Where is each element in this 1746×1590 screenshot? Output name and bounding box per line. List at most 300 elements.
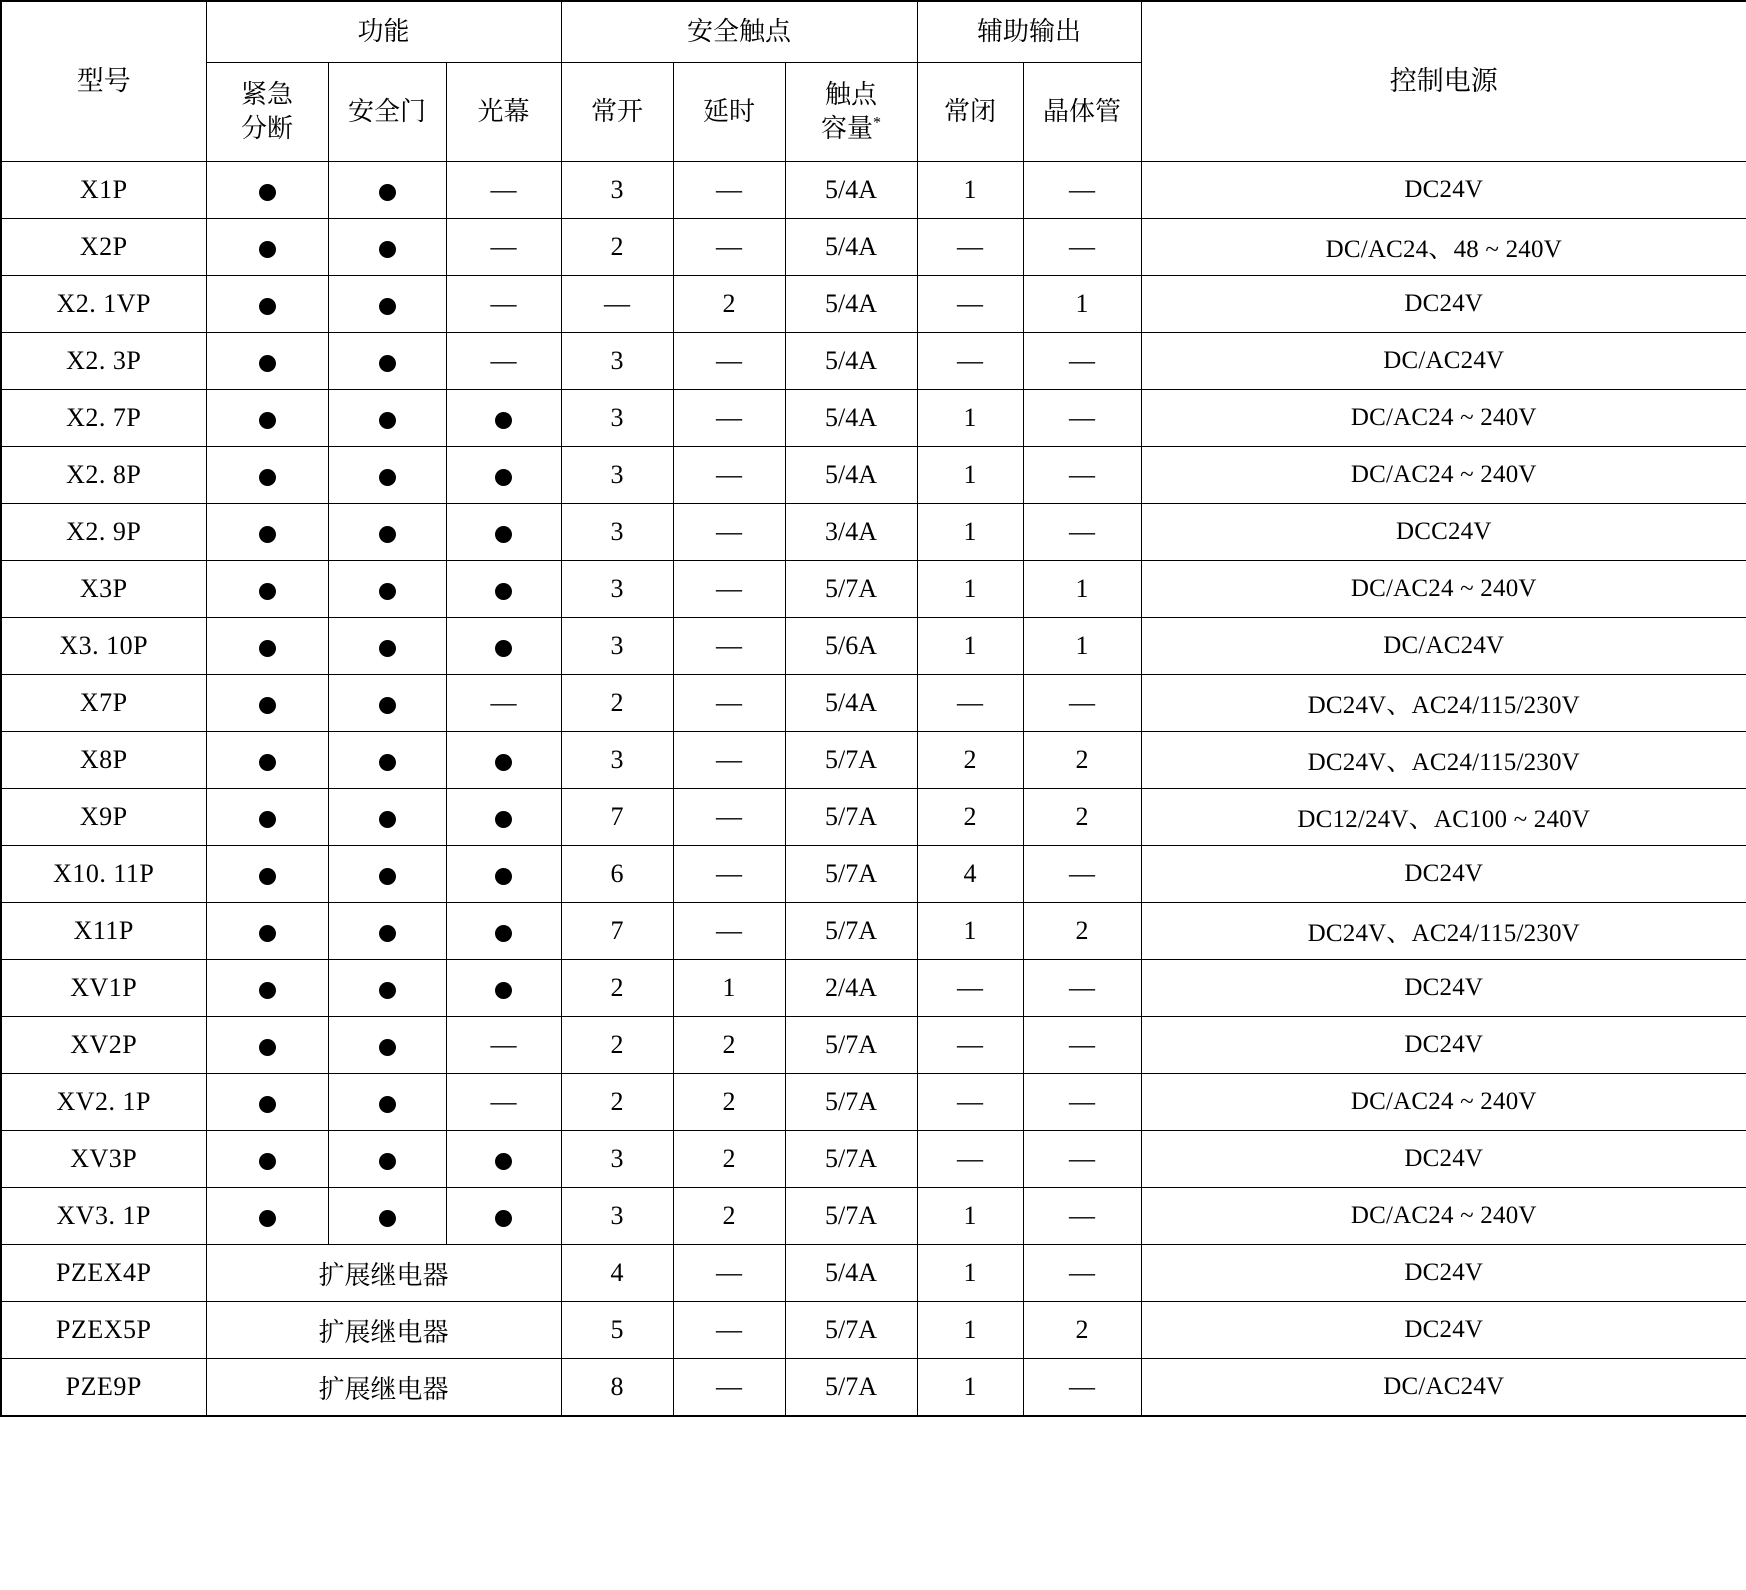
filled-circle-icon xyxy=(495,925,512,942)
cell-normally-closed: 2 xyxy=(917,732,1023,789)
cell-normally-closed: — xyxy=(917,675,1023,732)
filled-circle-icon xyxy=(495,412,512,429)
cell-control-power: DC24V xyxy=(1141,1131,1746,1188)
cell-control-power: DC/AC24 ~ 240V xyxy=(1141,447,1746,504)
cell-model: X2P xyxy=(1,219,206,276)
cell-transistor: — xyxy=(1023,390,1141,447)
cell-light-curtain xyxy=(446,447,561,504)
cell-model: XV1P xyxy=(1,960,206,1017)
cell-contact-capacity: 5/7A xyxy=(785,1074,917,1131)
cell-normally-closed: 1 xyxy=(917,447,1023,504)
filled-circle-icon xyxy=(259,184,276,201)
cell-contact-capacity: 5/4A xyxy=(785,276,917,333)
cell-contact-capacity: 5/7A xyxy=(785,846,917,903)
cell-control-power: DC12/24V、AC100 ~ 240V xyxy=(1141,789,1746,846)
cell-delay: — xyxy=(673,219,785,276)
cell-delay: 2 xyxy=(673,1131,785,1188)
cell-transistor: — xyxy=(1023,846,1141,903)
cell-normally-open: 2 xyxy=(561,1017,673,1074)
cell-normally-open: 2 xyxy=(561,1074,673,1131)
filled-circle-icon xyxy=(379,1210,396,1227)
table-row xyxy=(1,1188,1746,1245)
cell-safety-door xyxy=(328,162,446,219)
cell-control-power: DC24V xyxy=(1141,1302,1746,1359)
cell-light-curtain xyxy=(446,1131,561,1188)
emergency-stop-line2: 分断 xyxy=(240,114,293,143)
cell-emergency-stop xyxy=(206,618,328,675)
cell-control-power: DC24V xyxy=(1141,846,1746,903)
cell-normally-open: 3 xyxy=(561,390,673,447)
cell-emergency-stop xyxy=(206,219,328,276)
cell-transistor: — xyxy=(1023,219,1141,276)
cell-transistor: 2 xyxy=(1023,903,1141,960)
cell-normally-closed: 1 xyxy=(917,504,1023,561)
cell-light-curtain xyxy=(446,618,561,675)
cell-transistor: — xyxy=(1023,675,1141,732)
filled-circle-icon xyxy=(259,526,276,543)
cell-normally-open: 3 xyxy=(561,1188,673,1245)
cell-safety-door xyxy=(328,504,446,561)
cell-normally-open: 3 xyxy=(561,447,673,504)
cell-delay: 2 xyxy=(673,1074,785,1131)
cell-delay: — xyxy=(673,1302,785,1359)
column-header-normally-open: 常开 xyxy=(561,63,673,162)
cell-delay: — xyxy=(673,789,785,846)
cell-control-power: DC/AC24 ~ 240V xyxy=(1141,561,1746,618)
cell-normally-closed: — xyxy=(917,333,1023,390)
cell-light-curtain xyxy=(446,675,561,732)
column-header-normally-closed: 常闭 xyxy=(917,63,1023,162)
cell-safety-door xyxy=(328,1074,446,1131)
cell-safety-door xyxy=(328,903,446,960)
dash-mark: — xyxy=(490,175,517,204)
filled-circle-icon xyxy=(495,1210,512,1227)
cell-normally-closed: — xyxy=(917,1017,1023,1074)
cell-emergency-stop xyxy=(206,732,328,789)
cell-normally-closed: 1 xyxy=(917,1302,1023,1359)
filled-circle-icon xyxy=(259,1153,276,1170)
table-row xyxy=(1,846,1746,903)
cell-light-curtain xyxy=(446,504,561,561)
cell-safety-door xyxy=(328,1017,446,1074)
cell-emergency-stop xyxy=(206,1188,328,1245)
cell-safety-door xyxy=(328,447,446,504)
cell-contact-capacity: 5/4A xyxy=(785,219,917,276)
cell-safety-door xyxy=(328,276,446,333)
cell-contact-capacity: 5/7A xyxy=(785,1017,917,1074)
cell-light-curtain xyxy=(446,219,561,276)
cell-contact-capacity: 5/7A xyxy=(785,561,917,618)
cell-delay: — xyxy=(673,561,785,618)
cell-control-power: DC/AC24 ~ 240V xyxy=(1141,1188,1746,1245)
cell-contact-capacity: 5/4A xyxy=(785,675,917,732)
filled-circle-icon xyxy=(259,640,276,657)
table-row xyxy=(1,447,1746,504)
cell-normally-open: 8 xyxy=(561,1359,673,1417)
table-row xyxy=(1,390,1746,447)
cell-normally-closed: — xyxy=(917,276,1023,333)
cell-emergency-stop xyxy=(206,846,328,903)
cell-control-power: DC24V xyxy=(1141,960,1746,1017)
cell-light-curtain xyxy=(446,960,561,1017)
cell-emergency-stop xyxy=(206,504,328,561)
cell-contact-capacity: 5/7A xyxy=(785,789,917,846)
dash-mark: — xyxy=(490,1030,517,1059)
cell-normally-open: 3 xyxy=(561,732,673,789)
cell-transistor: — xyxy=(1023,1074,1141,1131)
filled-circle-icon xyxy=(379,1096,396,1113)
cell-transistor: — xyxy=(1023,1359,1141,1417)
cell-model: PZEX4P xyxy=(1,1245,206,1302)
cell-delay: 2 xyxy=(673,1188,785,1245)
table-row xyxy=(1,1245,1746,1302)
table-row xyxy=(1,1017,1746,1074)
cell-light-curtain xyxy=(446,333,561,390)
cell-control-power: DC24V、AC24/115/230V xyxy=(1141,732,1746,789)
cell-delay: — xyxy=(673,390,785,447)
cell-control-power: DC/AC24V xyxy=(1141,618,1746,675)
cell-control-power: DC24V、AC24/115/230V xyxy=(1141,675,1746,732)
column-header-transistor: 晶体管 xyxy=(1023,63,1141,162)
filled-circle-icon xyxy=(379,640,396,657)
cell-transistor: — xyxy=(1023,1188,1141,1245)
cell-normally-closed: — xyxy=(917,1131,1023,1188)
cell-normally-open: 3 xyxy=(561,561,673,618)
cell-safety-door xyxy=(328,618,446,675)
cell-normally-closed: 1 xyxy=(917,1188,1023,1245)
cell-emergency-stop xyxy=(206,1131,328,1188)
cell-normally-open: 5 xyxy=(561,1302,673,1359)
cell-delay: — xyxy=(673,447,785,504)
cell-control-power: DC24V、AC24/115/230V xyxy=(1141,903,1746,960)
table-row xyxy=(1,333,1746,390)
cell-normally-open: 7 xyxy=(561,789,673,846)
table-row xyxy=(1,276,1746,333)
cell-model: X3. 10P xyxy=(1,618,206,675)
cell-model: X2. 9P xyxy=(1,504,206,561)
cell-safety-door xyxy=(328,846,446,903)
cell-transistor: — xyxy=(1023,447,1141,504)
cell-light-curtain xyxy=(446,789,561,846)
filled-circle-icon xyxy=(259,1210,276,1227)
dash-mark: — xyxy=(490,346,517,375)
cell-contact-capacity: 5/7A xyxy=(785,1131,917,1188)
cell-safety-door xyxy=(328,960,446,1017)
cell-light-curtain xyxy=(446,1017,561,1074)
cell-normally-closed: — xyxy=(917,1074,1023,1131)
cell-safety-door xyxy=(328,789,446,846)
cell-emergency-stop xyxy=(206,390,328,447)
filled-circle-icon xyxy=(379,412,396,429)
cell-contact-capacity: 3/4A xyxy=(785,504,917,561)
cell-transistor: — xyxy=(1023,333,1141,390)
cell-normally-closed: 1 xyxy=(917,162,1023,219)
cell-light-curtain xyxy=(446,1188,561,1245)
cell-normally-closed: 4 xyxy=(917,846,1023,903)
table-row xyxy=(1,675,1746,732)
table-row xyxy=(1,618,1746,675)
cell-emergency-stop xyxy=(206,903,328,960)
cell-light-curtain xyxy=(446,732,561,789)
cell-emergency-stop xyxy=(206,561,328,618)
cell-transistor: — xyxy=(1023,504,1141,561)
cell-normally-open: 2 xyxy=(561,960,673,1017)
filled-circle-icon xyxy=(379,982,396,999)
column-header-model: 型号 xyxy=(1,1,206,162)
cell-normally-closed: 2 xyxy=(917,789,1023,846)
cell-delay: — xyxy=(673,846,785,903)
filled-circle-icon xyxy=(379,526,396,543)
filled-circle-icon xyxy=(495,583,512,600)
cell-model: X2. 3P xyxy=(1,333,206,390)
filled-circle-icon xyxy=(495,640,512,657)
cell-emergency-stop xyxy=(206,789,328,846)
cell-normally-open: 2 xyxy=(561,219,673,276)
cell-delay: — xyxy=(673,1245,785,1302)
cell-control-power: DC24V xyxy=(1141,276,1746,333)
table-row xyxy=(1,1131,1746,1188)
cell-contact-capacity: 5/7A xyxy=(785,1302,917,1359)
cell-delay: — xyxy=(673,903,785,960)
column-header-safety-door: 安全门 xyxy=(328,63,446,162)
filled-circle-icon xyxy=(495,868,512,885)
filled-circle-icon xyxy=(495,526,512,543)
filled-circle-icon xyxy=(379,868,396,885)
table-body xyxy=(1,162,1746,1417)
filled-circle-icon xyxy=(379,925,396,942)
column-header-contact-capacity xyxy=(785,63,917,162)
cell-emergency-stop xyxy=(206,1017,328,1074)
cell-transistor: 1 xyxy=(1023,561,1141,618)
capacity-footnote-mark: * xyxy=(873,114,882,132)
filled-circle-icon xyxy=(259,697,276,714)
cell-normally-closed: — xyxy=(917,960,1023,1017)
cell-light-curtain xyxy=(446,561,561,618)
contact-capacity-line2: 容量* xyxy=(821,114,882,143)
cell-safety-door xyxy=(328,561,446,618)
table-row xyxy=(1,903,1746,960)
cell-control-power: DC24V xyxy=(1141,1245,1746,1302)
cell-emergency-stop xyxy=(206,675,328,732)
cell-emergency-stop xyxy=(206,276,328,333)
column-header-delay: 延时 xyxy=(673,63,785,162)
cell-contact-capacity: 5/4A xyxy=(785,1245,917,1302)
cell-light-curtain xyxy=(446,903,561,960)
filled-circle-icon xyxy=(259,469,276,486)
cell-control-power: DC/AC24V xyxy=(1141,333,1746,390)
filled-circle-icon xyxy=(495,754,512,771)
emergency-stop-line1: 紧急 xyxy=(240,80,293,110)
cell-light-curtain xyxy=(446,162,561,219)
cell-contact-capacity: 5/4A xyxy=(785,390,917,447)
cell-safety-door xyxy=(328,1188,446,1245)
cell-emergency-stop xyxy=(206,447,328,504)
cell-delay: — xyxy=(673,732,785,789)
cell-emergency-stop xyxy=(206,333,328,390)
cell-delay: — xyxy=(673,504,785,561)
cell-normally-open: 2 xyxy=(561,675,673,732)
cell-normally-closed: 1 xyxy=(917,1245,1023,1302)
cell-transistor: 2 xyxy=(1023,789,1141,846)
dash-mark: — xyxy=(490,289,517,318)
cell-contact-capacity: 5/7A xyxy=(785,903,917,960)
filled-circle-icon xyxy=(379,1039,396,1056)
cell-model: XV3P xyxy=(1,1131,206,1188)
column-header-light-curtain: 光幕 xyxy=(446,63,561,162)
cell-model: X2. 7P xyxy=(1,390,206,447)
cell-transistor: 2 xyxy=(1023,732,1141,789)
cell-transistor: 1 xyxy=(1023,618,1141,675)
filled-circle-icon xyxy=(259,412,276,429)
filled-circle-icon xyxy=(379,355,396,372)
cell-model: X2. 8P xyxy=(1,447,206,504)
cell-normally-closed: — xyxy=(917,219,1023,276)
cell-normally-open: 7 xyxy=(561,903,673,960)
cell-safety-door xyxy=(328,219,446,276)
column-group-aux-output: 辅助输出 xyxy=(917,1,1141,63)
table-row xyxy=(1,504,1746,561)
cell-safety-door xyxy=(328,333,446,390)
cell-expander-relay: 扩展继电器 xyxy=(206,1302,561,1359)
cell-delay: — xyxy=(673,675,785,732)
cell-delay: 2 xyxy=(673,1017,785,1074)
filled-circle-icon xyxy=(379,298,396,315)
cell-light-curtain xyxy=(446,276,561,333)
filled-circle-icon xyxy=(259,754,276,771)
cell-model: XV2P xyxy=(1,1017,206,1074)
cell-normally-closed: 1 xyxy=(917,390,1023,447)
cell-model: X1P xyxy=(1,162,206,219)
filled-circle-icon xyxy=(379,697,396,714)
cell-contact-capacity: 5/6A xyxy=(785,618,917,675)
cell-delay: 2 xyxy=(673,276,785,333)
column-header-emergency-stop xyxy=(206,63,328,162)
dash-mark: — xyxy=(490,688,517,717)
filled-circle-icon xyxy=(259,925,276,942)
cell-light-curtain xyxy=(446,846,561,903)
cell-model: XV3. 1P xyxy=(1,1188,206,1245)
dash-mark: — xyxy=(490,1087,517,1116)
cell-emergency-stop xyxy=(206,162,328,219)
cell-normally-open: 4 xyxy=(561,1245,673,1302)
cell-model: PZE9P xyxy=(1,1359,206,1417)
cell-contact-capacity: 5/4A xyxy=(785,333,917,390)
filled-circle-icon xyxy=(259,298,276,315)
table-row xyxy=(1,1074,1746,1131)
cell-contact-capacity: 5/4A xyxy=(785,447,917,504)
cell-normally-open: 6 xyxy=(561,846,673,903)
cell-emergency-stop xyxy=(206,960,328,1017)
contact-capacity-line1: 触点 xyxy=(825,80,878,110)
cell-delay: — xyxy=(673,618,785,675)
filled-circle-icon xyxy=(259,982,276,999)
column-group-safety-contact: 安全触点 xyxy=(561,1,917,63)
cell-light-curtain xyxy=(446,390,561,447)
cell-transistor: — xyxy=(1023,162,1141,219)
cell-model: X10. 11P xyxy=(1,846,206,903)
cell-contact-capacity: 5/7A xyxy=(785,1188,917,1245)
filled-circle-icon xyxy=(495,1153,512,1170)
cell-normally-open: 3 xyxy=(561,618,673,675)
table-head xyxy=(1,1,1746,162)
cell-normally-open: 3 xyxy=(561,504,673,561)
cell-light-curtain xyxy=(446,1074,561,1131)
cell-contact-capacity: 5/7A xyxy=(785,732,917,789)
cell-contact-capacity: 5/4A xyxy=(785,162,917,219)
cell-safety-door xyxy=(328,732,446,789)
cell-delay: — xyxy=(673,333,785,390)
filled-circle-icon xyxy=(259,868,276,885)
cell-transistor: — xyxy=(1023,960,1141,1017)
cell-model: PZEX5P xyxy=(1,1302,206,1359)
filled-circle-icon xyxy=(259,1096,276,1113)
filled-circle-icon xyxy=(379,241,396,258)
cell-model: X2. 1VP xyxy=(1,276,206,333)
cell-control-power: DC/AC24、48 ~ 240V xyxy=(1141,219,1746,276)
table-row xyxy=(1,789,1746,846)
cell-model: X8P xyxy=(1,732,206,789)
cell-normally-open: 3 xyxy=(561,1131,673,1188)
table-row xyxy=(1,732,1746,789)
cell-control-power: DCC24V xyxy=(1141,504,1746,561)
filled-circle-icon xyxy=(495,811,512,828)
table-row xyxy=(1,219,1746,276)
dash-mark: — xyxy=(490,232,517,261)
filled-circle-icon xyxy=(495,982,512,999)
cell-normally-closed: 1 xyxy=(917,618,1023,675)
cell-transistor: — xyxy=(1023,1017,1141,1074)
cell-transistor: 1 xyxy=(1023,276,1141,333)
cell-control-power: DC/AC24 ~ 240V xyxy=(1141,1074,1746,1131)
cell-delay: — xyxy=(673,162,785,219)
cell-emergency-stop xyxy=(206,1074,328,1131)
cell-safety-door xyxy=(328,1131,446,1188)
cell-normally-closed: 1 xyxy=(917,1359,1023,1417)
column-header-control-power: 控制电源 xyxy=(1141,1,1746,162)
table-row xyxy=(1,960,1746,1017)
filled-circle-icon xyxy=(379,583,396,600)
table-row xyxy=(1,1302,1746,1359)
filled-circle-icon xyxy=(259,355,276,372)
filled-circle-icon xyxy=(379,469,396,486)
cell-expander-relay: 扩展继电器 xyxy=(206,1245,561,1302)
filled-circle-icon xyxy=(259,811,276,828)
table-row xyxy=(1,162,1746,219)
filled-circle-icon xyxy=(259,1039,276,1056)
cell-transistor: — xyxy=(1023,1131,1141,1188)
cell-model: X11P xyxy=(1,903,206,960)
table-row xyxy=(1,561,1746,618)
cell-delay: — xyxy=(673,1359,785,1417)
cell-safety-door xyxy=(328,390,446,447)
cell-normally-closed: 1 xyxy=(917,561,1023,618)
column-group-function: 功能 xyxy=(206,1,561,63)
cell-control-power: DC/AC24V xyxy=(1141,1359,1746,1417)
cell-control-power: DC24V xyxy=(1141,1017,1746,1074)
filled-circle-icon xyxy=(379,811,396,828)
cell-control-power: DC/AC24 ~ 240V xyxy=(1141,390,1746,447)
cell-model: XV2. 1P xyxy=(1,1074,206,1131)
cell-contact-capacity: 2/4A xyxy=(785,960,917,1017)
filled-circle-icon xyxy=(259,241,276,258)
cell-transistor: 2 xyxy=(1023,1302,1141,1359)
cell-safety-door xyxy=(328,675,446,732)
cell-model: X7P xyxy=(1,675,206,732)
cell-normally-open: 3 xyxy=(561,333,673,390)
cell-contact-capacity: 5/7A xyxy=(785,1359,917,1417)
cell-control-power: DC24V xyxy=(1141,162,1746,219)
cell-normally-open: — xyxy=(561,276,673,333)
